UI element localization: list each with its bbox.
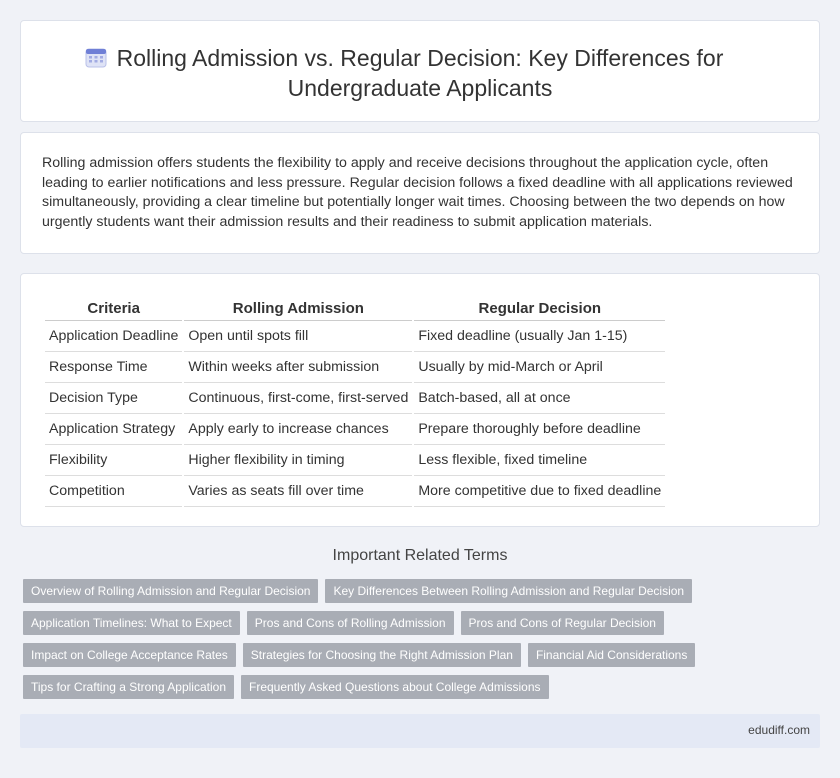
cell-criteria: Competition (45, 476, 182, 507)
cell-regular: Less flexible, fixed timeline (414, 445, 665, 476)
cell-rolling: Within weeks after submission (184, 352, 412, 383)
related-term-tag[interactable]: Application Timelines: What to Expect (23, 611, 240, 635)
related-terms-title: Important Related Terms (332, 547, 508, 564)
table-row (45, 352, 665, 383)
table-row (45, 383, 665, 414)
cell-criteria: Application Deadline (45, 321, 182, 352)
related-terms-list (23, 579, 703, 699)
cell-regular: Fixed deadline (usually Jan 1-15) (414, 321, 665, 352)
comparison-table (43, 296, 667, 507)
cell-rolling: Open until spots fill (184, 321, 412, 352)
intro-card (20, 132, 820, 254)
header-criteria: Criteria (45, 296, 182, 321)
site-name[interactable]: edudiff.com (748, 723, 810, 737)
related-term-tag[interactable]: Strategies for Choosing the Right Admission Plan (243, 643, 521, 667)
table-row (45, 445, 665, 476)
header-rolling: Rolling Admission (184, 296, 412, 321)
cell-criteria: Decision Type (45, 383, 182, 414)
cell-criteria: Application Strategy (45, 414, 182, 445)
related-term-tag[interactable]: Pros and Cons of Rolling Admission (247, 611, 454, 635)
table-row (45, 321, 665, 352)
header-card (20, 20, 820, 122)
related-term-tag[interactable]: Pros and Cons of Regular Decision (461, 611, 664, 635)
cell-regular: Batch-based, all at once (414, 383, 665, 414)
cell-rolling: Continuous, first-come, first-served (184, 383, 412, 414)
footer (20, 714, 820, 748)
table-row (45, 414, 665, 445)
cell-rolling: Varies as seats fill over time (184, 476, 412, 507)
page-title: Rolling Admission vs. Regular Decision: Key Differences for Undergraduate Applicants (116, 45, 724, 101)
cell-criteria: Flexibility (45, 445, 182, 476)
cell-regular: More competitive due to fixed deadline (414, 476, 665, 507)
related-term-tag[interactable]: Financial Aid Considerations (528, 643, 695, 667)
cell-regular: Usually by mid-March or April (414, 352, 665, 383)
related-term-tag[interactable]: Overview of Rolling Admission and Regular Decision (23, 579, 318, 603)
table-row (45, 476, 665, 507)
comparison-card (20, 273, 820, 527)
cell-rolling: Apply early to increase chances (184, 414, 412, 445)
table-header-row (45, 296, 665, 321)
cell-regular: Prepare thoroughly before deadline (414, 414, 665, 445)
related-term-tag[interactable]: Impact on College Acceptance Rates (23, 643, 236, 667)
cell-rolling: Higher flexibility in timing (184, 445, 412, 476)
cell-criteria: Response Time (45, 352, 182, 383)
intro-text: Rolling admission offers students the flexibility to apply and receive decisions throughout the application cycle, often leading to earlier notifications and less pressure. Regular decision follows a fixed deadline with all applications reviewed simultaneously, providing a clear timeline but potentially longer wait times. Choosing between the two depends on how urgently students want their admission results and their readiness to submit application materials. (42, 155, 793, 230)
related-term-tag[interactable]: Key Differences Between Rolling Admission and Regular Decision (325, 579, 692, 603)
related-term-tag[interactable]: Tips for Crafting a Strong Application (23, 675, 234, 699)
related-term-tag[interactable]: Frequently Asked Questions about College Admissions (241, 675, 549, 699)
header-regular: Regular Decision (414, 296, 665, 321)
